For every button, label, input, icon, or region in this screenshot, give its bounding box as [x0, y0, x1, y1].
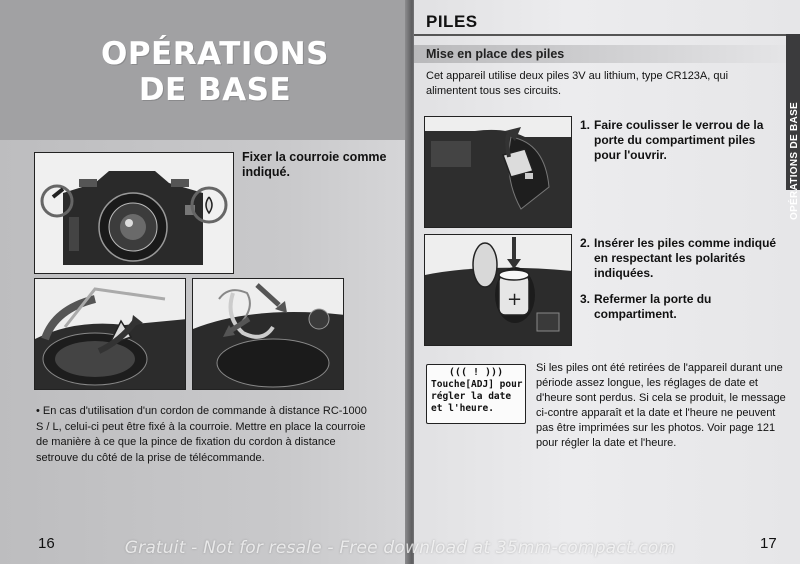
section-title-line2: DE BASE	[138, 72, 292, 108]
section-title	[0, 36, 410, 108]
side-tab-label: OPÉRATIONS DE BASE	[789, 101, 800, 220]
step-3-number: 3.	[580, 292, 591, 306]
camera-front-drawing	[35, 153, 234, 274]
lcd-message-text: Touche[ADJ] pour régler la date et l'heure.	[431, 379, 523, 414]
date-reset-note: Si les piles ont été retirées de l'appareil durant une période assez longue, les réglages de date et d'heure sont perdus. Si cela se produit, le message ci-contre apparaît et la date et l'heure ne peuvent pas être imprimées sur les photos. Voir page 121 pour régler la date et l'heure.	[536, 362, 786, 449]
step-3-text: Refermer la porte du compartiment.	[594, 292, 712, 321]
page-title: PILES	[426, 12, 478, 31]
strap-clip-drawing	[35, 279, 186, 390]
page-number-left: 16	[38, 535, 55, 552]
step-1	[580, 118, 780, 163]
strap-loop-drawing	[193, 279, 344, 390]
remote-cord-note: • En cas d'utilisation d'un cordon de commande à distance RC-1000 S / L, celui-ci peut être fixé à la courroie. Mettre en place la courroie de manière à ce que la pince de fixation du cordon à distance setrouve du côté de la prise de télécommande.	[36, 405, 367, 464]
lcd-message-display	[426, 364, 526, 424]
battery-insert-illustration	[424, 234, 572, 346]
step-2-text: Insérer les piles comme indiqué en respectant les polarités indiquées.	[594, 236, 777, 280]
warning-icon: ((( ! )))	[448, 367, 504, 378]
battery-insert-drawing	[425, 235, 572, 346]
step-2	[580, 236, 780, 281]
section-title-line1: OPÉRATIONS	[100, 36, 329, 72]
battery-door-illustration	[424, 116, 572, 228]
subheading: Mise en place des piles	[426, 47, 565, 61]
watermark-text: Gratuit - Not for resale - Free download at 35mm-compact.com	[124, 538, 676, 558]
strap-detail-illustration-2	[192, 278, 344, 390]
header-divider	[414, 34, 800, 36]
step-2-number: 2.	[580, 236, 591, 250]
step-1-text: Faire coulisser le verrou de la porte du compartiment piles pour l'ouvrir.	[594, 118, 764, 162]
step-3	[580, 292, 780, 322]
camera-strap-illustration	[34, 152, 234, 274]
section-side-tab	[786, 34, 800, 220]
page-number-right: 17	[760, 535, 777, 552]
right-page	[414, 0, 800, 564]
intro-paragraph: Cet appareil utilise deux piles 3V au lithium, type CR123A, qui alimentent tous ses circuits.	[426, 70, 729, 97]
svg-text:+: +	[507, 289, 523, 310]
battery-door-open-drawing	[425, 117, 572, 228]
strap-caption: Fixer la courroie comme indiqué.	[242, 150, 387, 179]
step-1-number: 1.	[580, 118, 591, 132]
strap-detail-illustration-1	[34, 278, 186, 390]
